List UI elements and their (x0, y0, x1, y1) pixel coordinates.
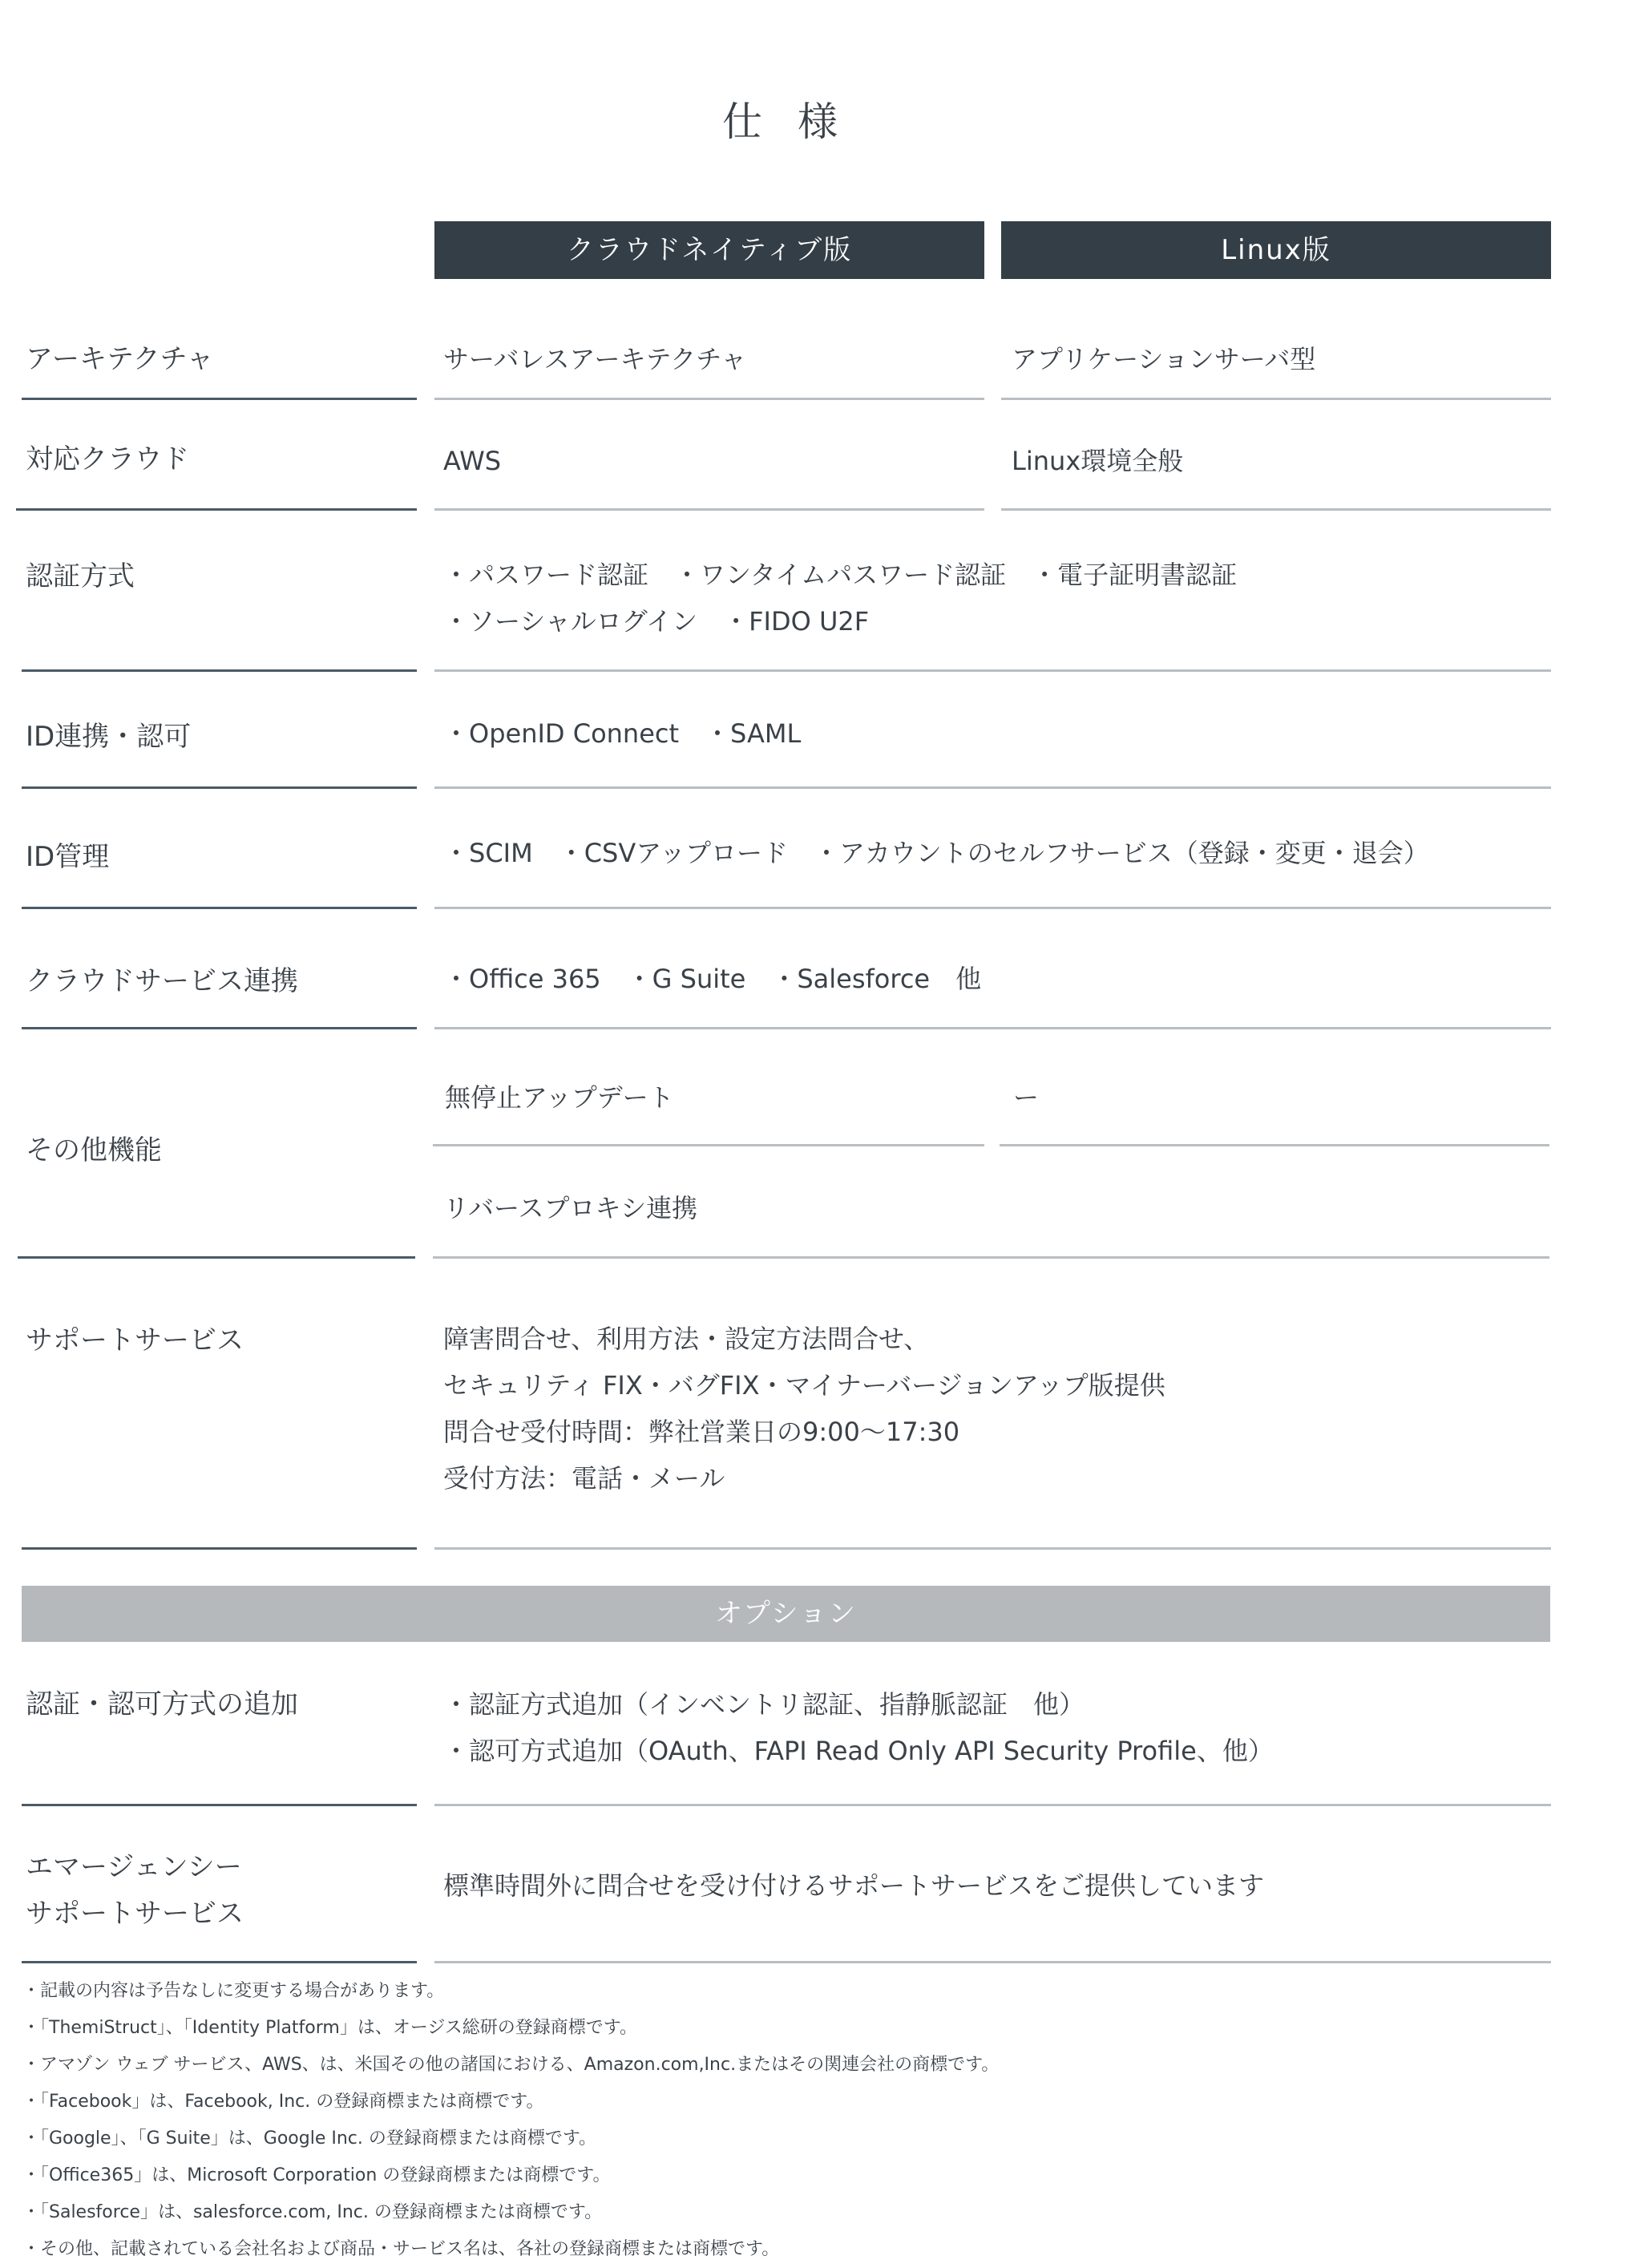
cell-architecture-cloud: サーバレスアーキテクチャ (443, 344, 747, 374)
row-divider (22, 1961, 417, 1963)
row-label-cloud-service: クラウドサービス連携 (26, 965, 298, 997)
row-divider (22, 1804, 417, 1806)
footnote: ・「Facebook」は、Facebook, Inc. の登録商標または商標です。 (22, 2092, 544, 2112)
options-header: オプション (22, 1586, 1550, 1642)
footnote: ・「Salesforce」は、salesforce.com, Inc. の登録商標または商標です。 (22, 2202, 603, 2222)
cell-auth-add-line1: ・認証方式追加（インベントリ認証、指静脈認証 他） (443, 1689, 1085, 1720)
row-label-cloud-support: 対応クラウド (26, 443, 189, 475)
cell-id-federation: ・OpenID Connect ・SAML (443, 718, 802, 749)
row-divider (434, 398, 984, 400)
row-divider (22, 1027, 417, 1029)
footnote: ・「Office365」は、Microsoft Corporation の登録商標または商標です。 (22, 2165, 611, 2185)
row-divider (22, 786, 417, 789)
row-divider (434, 669, 1551, 672)
cell-cloud-support-cloud: AWS (443, 446, 502, 476)
row-divider (434, 1547, 1551, 1550)
row-divider (18, 1256, 415, 1259)
row-divider (434, 508, 984, 511)
row-divider (22, 398, 417, 400)
cell-auth-method-line2: ・ソーシャルログイン ・FIDO U2F (443, 606, 870, 637)
cell-support-line1: 障害問合せ、利用方法・設定方法問合せ、 (443, 1324, 930, 1354)
row-divider (434, 1804, 1551, 1806)
row-divider (22, 1547, 417, 1550)
row-divider (22, 669, 417, 672)
row-divider (434, 907, 1551, 909)
row-label-id-management: ID管理 (26, 841, 110, 873)
row-label-auth-add: 認証・認可方式の追加 (26, 1688, 298, 1720)
footnote: ・記載の内容は予告なしに変更する場合があります。 (22, 1981, 445, 2001)
row-label-id-federation: ID連携・認可 (26, 721, 192, 753)
row-label-auth-method: 認証方式 (26, 560, 135, 592)
cell-other-features-cloud: 無停止アップデート (445, 1082, 674, 1113)
column-header-linux: Linux版 (1001, 221, 1551, 279)
cell-id-management: ・SCIM ・CSVアップロード ・アカウントのセルフサービス（登録・変更・退会） (443, 838, 1429, 868)
footnote: ・その他、記載されている会社名および商品・サービス名は、各社の登録商標または商標です。 (22, 2239, 780, 2259)
cell-cloud-service: ・Office 365 ・G Suite ・Salesforce 他 (443, 964, 982, 994)
row-label-support: サポートサービス (26, 1324, 244, 1356)
row-divider (1001, 398, 1551, 400)
cell-auth-method-line1: ・パスワード認証 ・ワンタイムパスワード認証 ・電子証明書認証 (443, 560, 1238, 590)
cell-emergency: 標準時間外に問合せを受け付けるサポートサービスをご提供しています (443, 1870, 1265, 1901)
row-divider (1000, 1144, 1549, 1146)
row-divider (16, 508, 417, 511)
row-divider (434, 1961, 1551, 1963)
cell-other-features-row2: リバースプロキシ連携 (443, 1193, 698, 1223)
cell-architecture-linux: アプリケーションサーバ型 (1012, 344, 1316, 374)
footnote: ・「Google」、「G Suite」は、Google Inc. の登録商標または商標です。 (22, 2129, 597, 2149)
cell-support-line2: セキュリティ FIX・バグFIX・マイナーバージョンアップ版提供 (443, 1370, 1165, 1401)
row-divider (1001, 508, 1551, 511)
row-label-emergency-line1: エマージェンシー (26, 1851, 242, 1883)
row-divider (434, 1027, 1551, 1029)
row-divider (433, 1144, 984, 1146)
row-divider (433, 1256, 1549, 1259)
footnote: ・アマゾン ウェブ サービス、AWS、は、米国その他の諸国における、Amazon.com,Inc.またはその関連会社の商標です。 (22, 2055, 1000, 2075)
cell-support-line4: 受付方法：電話・メール (443, 1463, 725, 1494)
row-label-architecture: アーキテクチャ (26, 343, 214, 375)
row-label-emergency-line2: サポートサービス (26, 1898, 244, 1930)
row-divider (434, 786, 1551, 789)
row-divider (22, 907, 417, 909)
cell-auth-add-line2: ・認可方式追加（OAuth、FAPI Read Only API Security Profile、他） (443, 1736, 1274, 1766)
page-title: 仕 様 (722, 99, 849, 145)
row-label-other-features: その他機能 (26, 1134, 162, 1166)
cell-other-features-linux: ー (1013, 1082, 1040, 1113)
column-header-cloud-native: クラウドネイティブ版 (434, 221, 984, 279)
footnote: ・「ThemiStruct」、「Identity Platform」は、オージス総研の登録商標です。 (22, 2018, 637, 2038)
cell-support-line3: 問合せ受付時間：弊社営業日の9:00〜17:30 (443, 1417, 960, 1447)
cell-cloud-support-linux: Linux環境全般 (1012, 446, 1184, 476)
